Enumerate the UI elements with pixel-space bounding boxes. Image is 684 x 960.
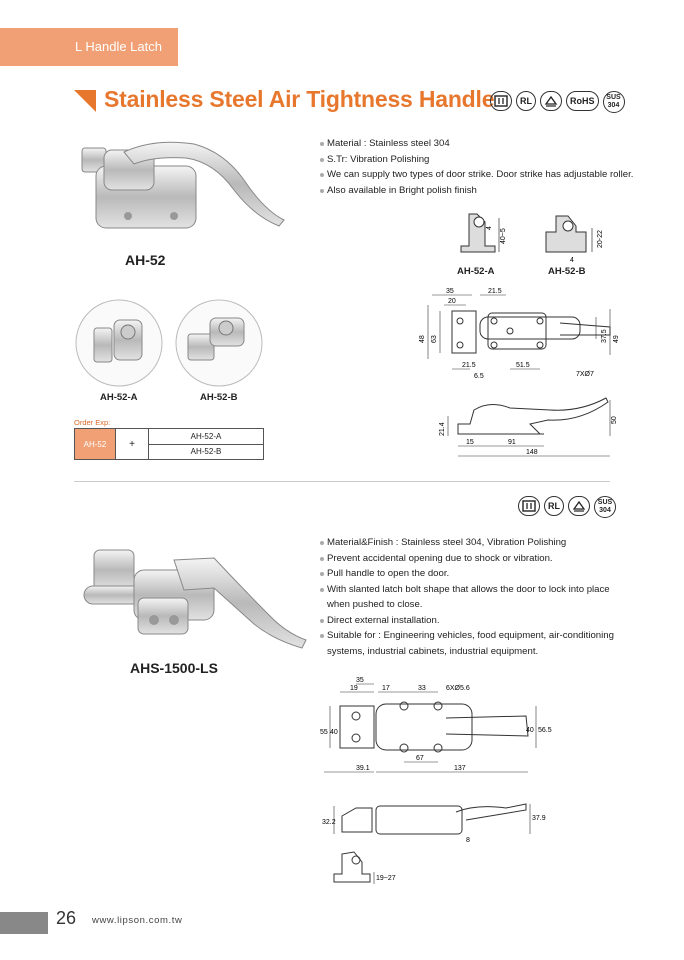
feature-item: Also available in Bright polish finish [320, 183, 640, 199]
strike-a-drawing [455, 208, 515, 263]
ahs1500-product-image [74, 530, 314, 660]
tuv-mark-icon [490, 91, 512, 111]
dim-37-9: 37.9 [532, 815, 546, 822]
section-tab: L Handle Latch [0, 28, 178, 66]
ahs1500-top-drawing [316, 676, 556, 780]
feature-item: With slanted latch bolt shape that allows the door to lock into place when pushed to close. [320, 582, 620, 613]
feature-item: S.Tr: Vibration Polishing [320, 152, 640, 168]
strike-a-photo [74, 298, 164, 388]
sus-line1: SUS [606, 94, 621, 101]
model-ah52: AH-52 [125, 252, 166, 268]
dim-137: 137 [454, 765, 466, 772]
rohs-cert-badge: RoHS [566, 91, 599, 111]
dim-hole: 7XØ7 [576, 371, 594, 378]
dim-hole-b: 6XØ5.6 [446, 685, 470, 692]
page-title: Stainless Steel Air Tightness Handle [104, 86, 495, 112]
order-exp-label: Order Exp: [74, 418, 111, 427]
order-option-cell: AH-52-A [149, 429, 264, 445]
ahs1500-strike-drawing [326, 846, 416, 890]
dim-35-b: 35 [356, 677, 364, 684]
cert-row-bottom [518, 496, 616, 518]
dim-17: 17 [382, 685, 390, 692]
strike-dim-19-27: 19~27 [376, 875, 396, 882]
feature-item: Suitable for : Engineering vehicles, food equipment, air-conditioning systems, industrial cabinets, industrial equipment. [320, 628, 620, 659]
dim-50: 50 [611, 416, 618, 424]
feature-item: Direct external installation. [320, 613, 620, 629]
page-number: 26 [56, 908, 77, 928]
title-triangle-icon [74, 90, 96, 112]
sus304-cert-badge [603, 91, 625, 113]
dim-63: 63 [431, 335, 438, 343]
dim-6-5: 6.5 [474, 373, 484, 380]
dim-55: 55 [320, 729, 328, 736]
feature-list-ahs1500 [320, 535, 620, 659]
dim-37-5: 37.5 [601, 329, 608, 343]
dim-21-5-bottom: 21.5 [462, 362, 476, 369]
strike-b-dim-small: 4 [570, 257, 574, 263]
dim-8: 8 [466, 837, 470, 844]
strike-b-photo-label: AH-52-B [200, 392, 238, 403]
order-option-cell: AH-52-B [149, 444, 264, 460]
strike-b-label: AH-52-B [548, 266, 586, 277]
footer-bar [0, 912, 48, 934]
dim-15: 15 [466, 439, 474, 446]
order-plus-cell: + [116, 429, 149, 460]
feature-item: Material&Finish : Stainless steel 304, Vibration Polishing [320, 535, 620, 551]
dim-40-left: 40 [330, 729, 338, 736]
model-ahs1500: AHS-1500-LS [130, 660, 218, 676]
website-url: www.lipson.com.tw [92, 915, 183, 926]
strike-b-photo [174, 298, 264, 388]
dim-21-5-top: 21.5 [488, 288, 502, 295]
strike-a-photo-label: AH-52-A [100, 392, 138, 403]
dim-148: 148 [526, 449, 538, 456]
ah52-product-image [74, 130, 304, 250]
sus304-cert-badge [594, 496, 616, 518]
section-divider [74, 481, 610, 482]
dim-35: 35 [446, 288, 454, 295]
order-base-cell: AH-52 [75, 429, 116, 460]
dim-49: 49 [613, 335, 620, 343]
sus-line2: 304 [599, 507, 611, 514]
dim-32-2: 32.2 [322, 819, 336, 826]
strike-a-dim-small: 4 [486, 226, 493, 230]
cert-row-top [490, 91, 625, 113]
dim-91: 91 [508, 439, 516, 446]
strike-b-dim: 20-22 [597, 230, 604, 248]
strike-a-label: AH-52-A [457, 266, 495, 277]
feature-list-ah52 [320, 136, 640, 198]
recycle-mark-icon [540, 91, 562, 111]
ah52-side-drawing [430, 390, 620, 462]
order-table [74, 428, 264, 460]
dim-19: 19 [350, 685, 358, 692]
strike-a-dim: 40~5 [500, 228, 507, 244]
strike-b-drawing [540, 208, 610, 263]
dim-51-5: 51.5 [516, 362, 530, 369]
feature-item: Material : Stainless steel 304 [320, 136, 640, 152]
dim-67: 67 [416, 755, 424, 762]
feature-item: Prevent accidental opening due to shock or vibration. [320, 551, 620, 567]
dim-20: 20 [448, 298, 456, 305]
dim-39-1: 39.1 [356, 765, 370, 772]
ah52-top-drawing [410, 283, 620, 383]
dim-56-5: 56.5 [538, 727, 552, 734]
recycle-mark-icon [568, 496, 590, 516]
rl-cert-badge: RL [516, 91, 536, 111]
tuv-mark-icon [518, 496, 540, 516]
feature-item: Pull handle to open the door. [320, 566, 620, 582]
feature-item: We can supply two types of door strike. Door strike has adjustable roller. [320, 167, 640, 183]
rl-cert-badge: RL [544, 496, 564, 516]
sus-line2: 304 [607, 102, 620, 109]
ahs1500-side-drawing [316, 796, 556, 846]
dim-40-right: 40 [526, 727, 534, 734]
dim-48: 48 [419, 335, 426, 343]
sus-line1: SUS [597, 499, 613, 506]
dim-33: 33 [418, 685, 426, 692]
dim-21-4: 21.4 [439, 422, 446, 436]
